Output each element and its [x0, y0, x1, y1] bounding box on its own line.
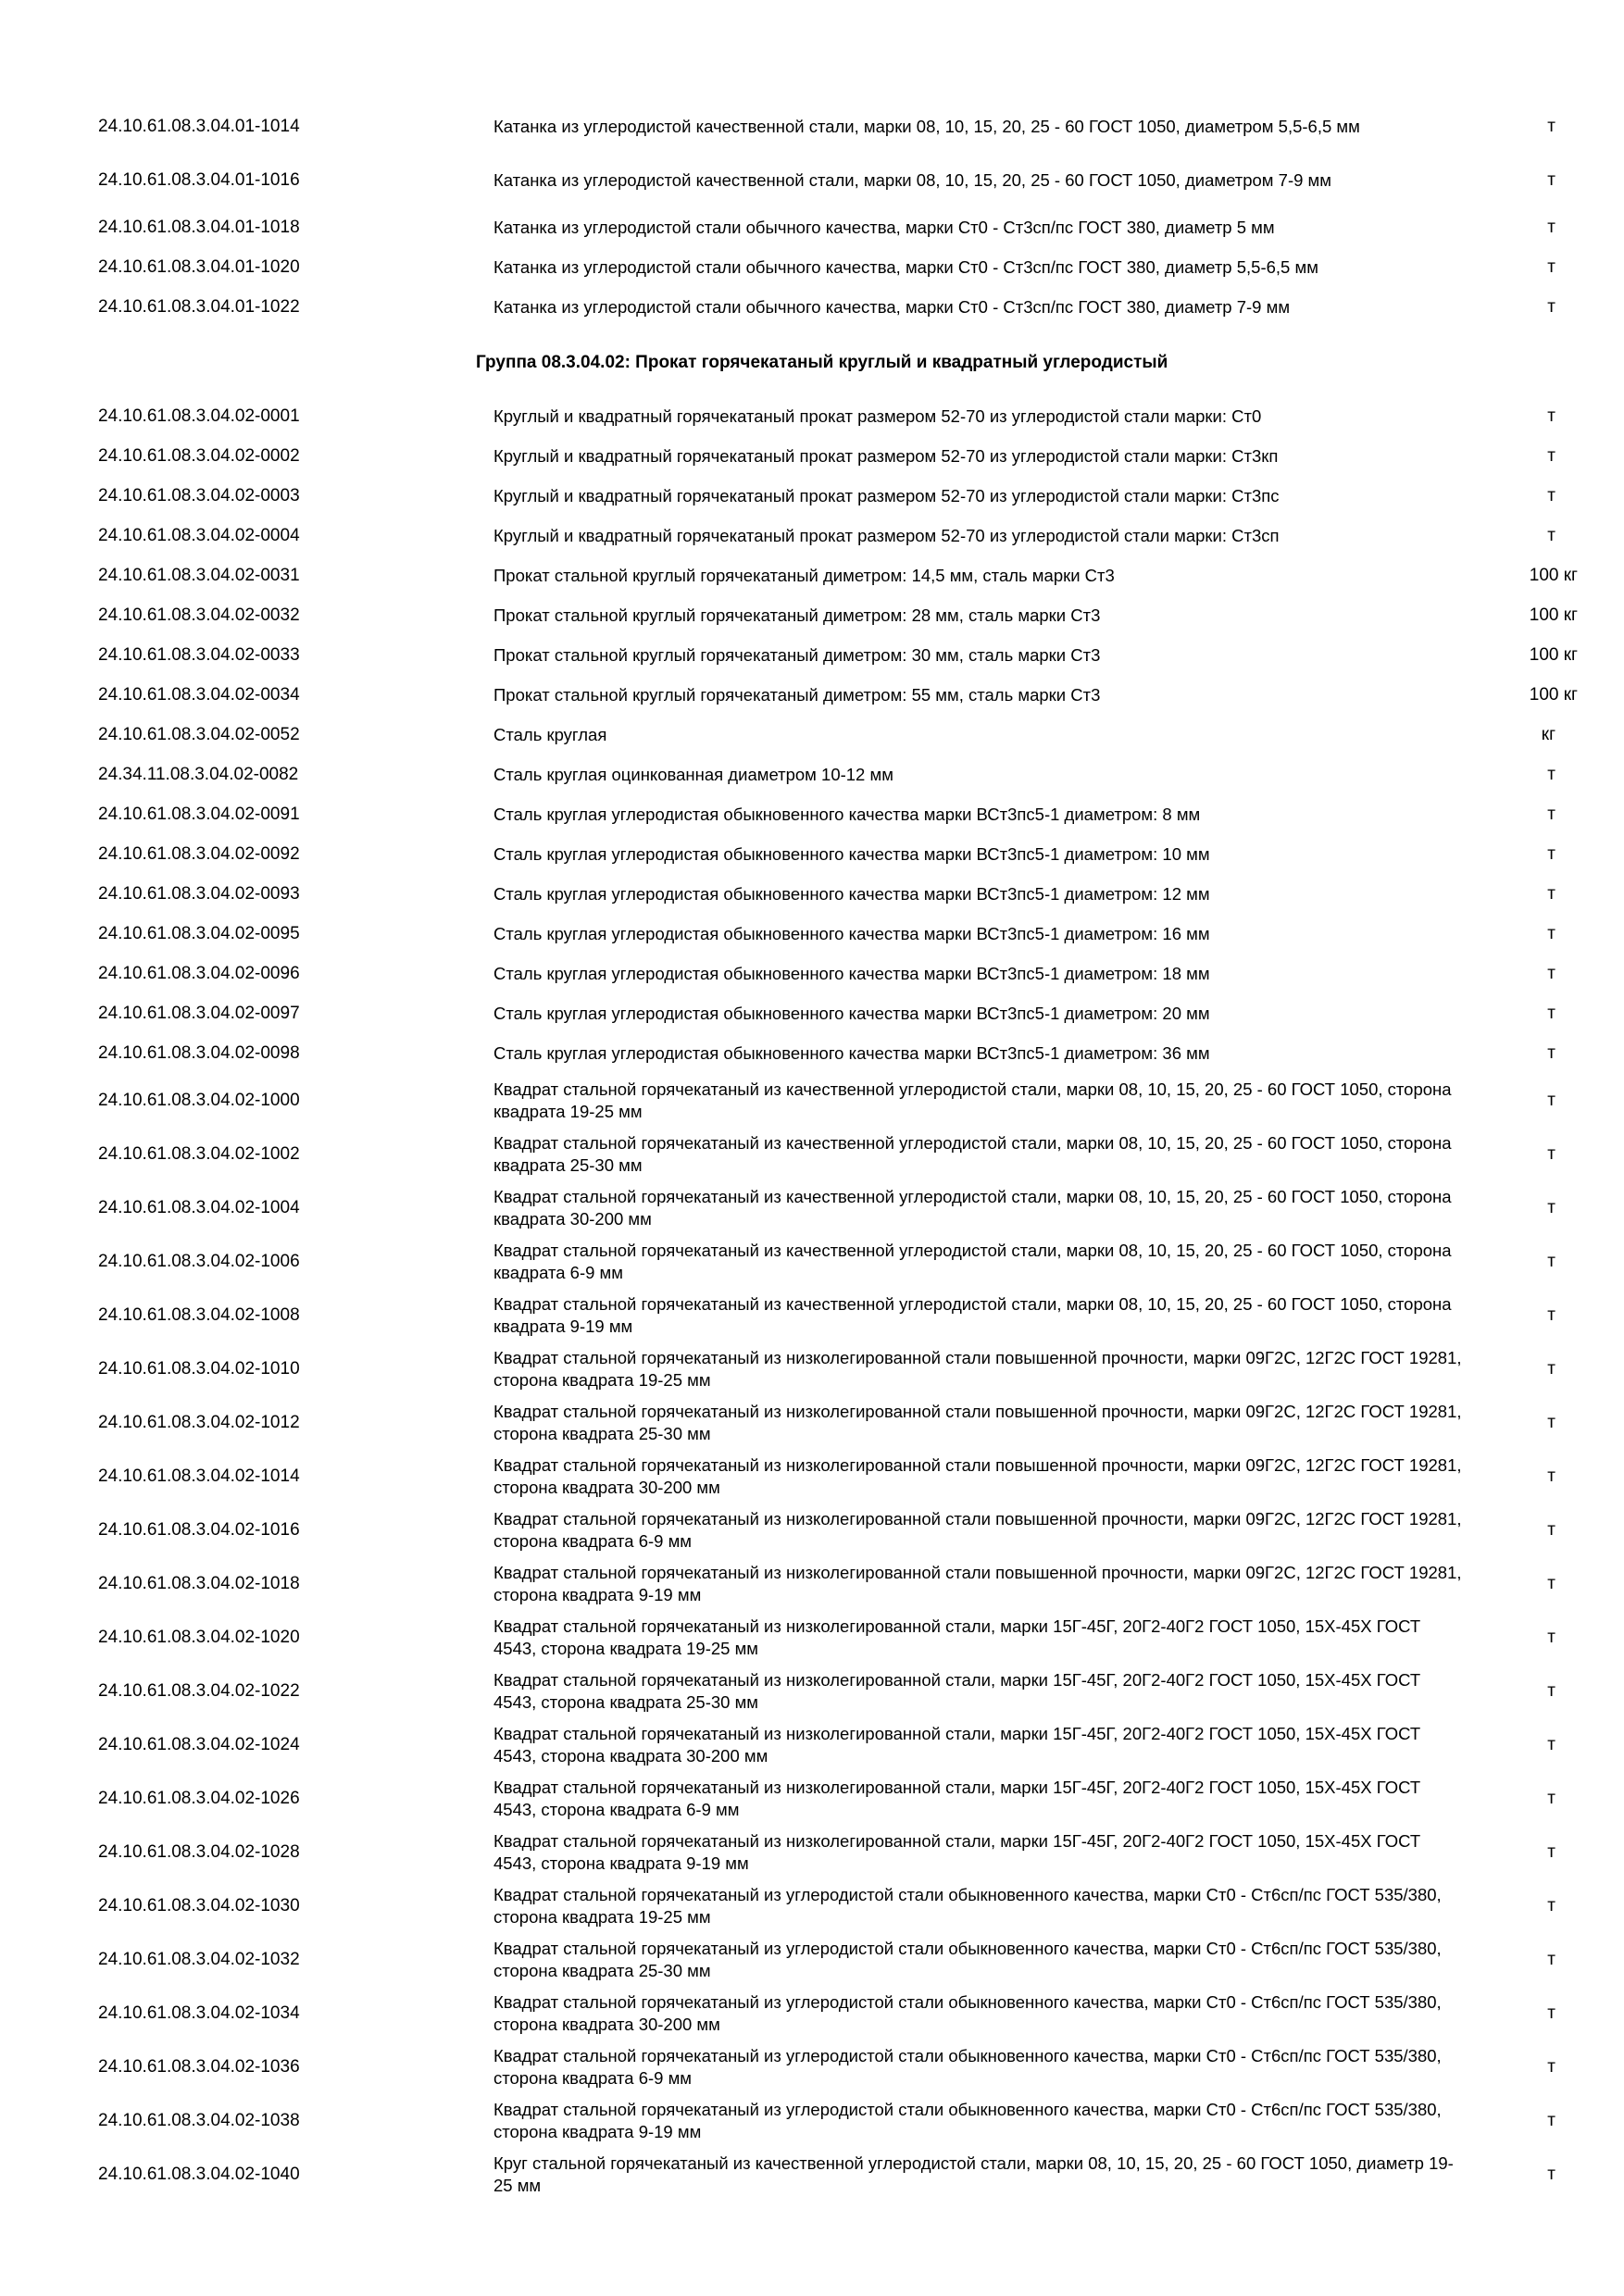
table-row — [0, 874, 1624, 915]
row-code: 24.10.61.08.3.04.02-0003 — [98, 486, 300, 505]
row-code: 24.10.61.08.3.04.02-0002 — [98, 446, 300, 466]
row-unit: т — [1547, 297, 1555, 317]
row-code: 24.10.61.08.3.04.02-0096 — [98, 964, 300, 983]
table-row — [0, 914, 1624, 955]
row-code: 24.10.61.08.3.04.02-1020 — [98, 1628, 300, 1647]
row-unit: 100 кг — [1529, 685, 1578, 705]
row-unit: т — [1547, 257, 1555, 277]
row-unit: т — [1547, 1305, 1555, 1325]
table-row — [0, 154, 1624, 207]
table-row — [0, 247, 1624, 288]
row-code: 24.10.61.08.3.04.02-1022 — [98, 1681, 300, 1701]
row-code: 24.10.61.08.3.04.02-1026 — [98, 1789, 300, 1808]
row-description: Круг стальной горячекатаный из качественной углеродистой стали, марки 08, 10, 15, 20, 25 - 60 ГОСТ 1050, диаметр 19-25 мм — [493, 2153, 1454, 2195]
table-row — [0, 516, 1624, 556]
table-row — [0, 834, 1624, 875]
row-code: 24.10.61.08.3.04.02-1008 — [98, 1305, 300, 1325]
row-unit: т — [1547, 1681, 1555, 1701]
group-heading: Группа 08.3.04.02: Прокат горячекатаный круглый и квадратный углеродистый — [476, 353, 1168, 372]
row-code: 24.10.61.08.3.04.02-1018 — [98, 1574, 300, 1593]
row-description: Катанка из углеродистой стали обычного качества, марки Ст0 - Ст3сп/пс ГОСТ 380, диаметр 7-9 мм — [493, 297, 1291, 317]
table-row — [0, 1396, 1624, 1450]
row-unit: т — [1547, 844, 1555, 864]
row-code: 24.10.61.08.3.04.02-1038 — [98, 2111, 300, 2130]
row-unit: т — [1547, 1144, 1555, 1164]
row-description: Квадрат стальной горячекатаный из низколегированной стали повышенной прочности, марки 09Г2С, 12Г2С ГОСТ 19281, сторона квадрата 25-30 мм — [493, 1402, 1462, 1443]
row-unit: т — [1547, 406, 1555, 426]
row-code: 24.10.61.08.3.04.02-0032 — [98, 605, 300, 625]
row-description: Квадрат стальной горячекатаный из низколегированной стали, марки 15Г-45Г, 20Г2-40Г2 ГОСТ 1050, 15Х-45Х ГОСТ 4543, сторона квадрата 19-25 мм — [493, 1616, 1421, 1658]
row-code: 24.10.61.08.3.04.02-0031 — [98, 566, 300, 585]
table-row — [0, 1557, 1624, 1611]
table-row — [0, 1450, 1624, 1504]
table-row — [0, 1879, 1624, 1933]
row-description: Сталь круглая углеродистая обыкновенного качества марки ВСт3пс5-1 диаметром: 8 мм — [493, 805, 1201, 824]
table-row — [0, 635, 1624, 676]
row-description: Квадрат стальной горячекатаный из углеродистой стали обыкновенного качества, марки Ст0 - Ст6сп/пс ГОСТ 535/380, сторона квадрата 25-30 мм — [493, 1939, 1442, 1980]
row-description: Сталь круглая оцинкованная диаметром 10-12 мм — [493, 765, 893, 784]
row-description: Квадрат стальной горячекатаный из низколегированной стали повышенной прочности, марки 09Г2С, 12Г2С ГОСТ 19281, сторона квадрата 30-200 мм — [493, 1455, 1462, 1497]
row-description: Сталь круглая углеродистая обыкновенного качества марки ВСт3пс5-1 диаметром: 36 мм — [493, 1043, 1210, 1063]
row-description: Квадрат стальной горячекатаный из качественной углеродистой стали, марки 08, 10, 15, 20, 25 - 60 ГОСТ 1050, сторона квадрата 19-25 мм — [493, 1079, 1452, 1121]
table-row — [0, 476, 1624, 517]
row-description: Квадрат стальной горячекатаный из низколегированной стали, марки 15Г-45Г, 20Г2-40Г2 ГОСТ 1050, 15Х-45Х ГОСТ 4543, сторона квадрата 9-19 мм — [493, 1831, 1421, 1873]
row-description: Квадрат стальной горячекатаный из качественной углеродистой стали, марки 08, 10, 15, 20, 25 - 60 ГОСТ 1050, сторона квадрата 6-9 мм — [493, 1241, 1452, 1282]
table-row — [0, 794, 1624, 835]
row-description: Квадрат стальной горячекатаный из низколегированной стали, марки 15Г-45Г, 20Г2-40Г2 ГОСТ 1050, 15Х-45Х ГОСТ 4543, сторона квадрата 25-30 мм — [493, 1670, 1421, 1712]
row-description: Квадрат стальной горячекатаный из низколегированной стали повышенной прочности, марки 09Г2С, 12Г2С ГОСТ 19281, сторона квадрата 6-9 мм — [493, 1509, 1462, 1551]
row-description: Сталь круглая углеродистая обыкновенного качества марки ВСт3пс5-1 диаметром: 16 мм — [493, 924, 1210, 943]
row-description: Сталь круглая углеродистая обыкновенного качества марки ВСт3пс5-1 диаметром: 18 мм — [493, 964, 1210, 983]
row-unit: т — [1547, 1252, 1555, 1271]
row-unit: т — [1547, 446, 1555, 466]
row-code: 24.10.61.08.3.04.02-1034 — [98, 2003, 300, 2023]
table-row — [0, 1987, 1624, 2040]
row-unit: т — [1547, 1520, 1555, 1540]
table-row — [0, 1074, 1624, 1128]
row-code: 24.10.61.08.3.04.02-1036 — [98, 2057, 300, 2077]
table-row — [0, 1826, 1624, 1879]
row-code: 24.10.61.08.3.04.02-0097 — [98, 1004, 300, 1023]
row-unit: т — [1547, 1789, 1555, 1808]
row-description: Круглый и квадратный горячекатаный прокат размером 52-70 из углеродистой стали марки: Ст0 — [493, 406, 1262, 426]
row-code: 24.34.11.08.3.04.02-0082 — [98, 765, 299, 784]
row-code: 24.10.61.08.3.04.01-1016 — [98, 170, 300, 190]
row-unit: т — [1547, 1466, 1555, 1486]
table-row — [0, 2148, 1624, 2202]
table-row — [0, 1235, 1624, 1289]
row-code: 24.10.61.08.3.04.02-1010 — [98, 1359, 300, 1379]
row-code: 24.10.61.08.3.04.02-0095 — [98, 924, 300, 943]
row-unit: т — [1547, 1735, 1555, 1754]
table-row — [0, 675, 1624, 716]
table-row — [0, 555, 1624, 596]
row-code: 24.10.61.08.3.04.02-0034 — [98, 685, 300, 705]
row-code: 24.10.61.08.3.04.02-0004 — [98, 526, 300, 545]
row-description: Круглый и квадратный горячекатаный прокат размером 52-70 из углеродистой стали марки: Ст3сп — [493, 526, 1280, 545]
row-unit: т — [1547, 765, 1555, 784]
row-unit: т — [1547, 1198, 1555, 1217]
row-description: Квадрат стальной горячекатаный из низколегированной стали, марки 15Г-45Г, 20Г2-40Г2 ГОСТ 1050, 15Х-45Х ГОСТ 4543, сторона квадрата 6-9 мм — [493, 1778, 1421, 1819]
row-unit: т — [1547, 170, 1555, 190]
table-row — [0, 993, 1624, 1034]
table-row — [0, 2040, 1624, 2094]
row-unit: т — [1547, 805, 1555, 824]
row-unit: т — [1547, 1896, 1555, 1915]
row-unit: т — [1547, 1004, 1555, 1023]
row-unit: т — [1547, 1091, 1555, 1110]
table-row — [0, 1665, 1624, 1718]
row-code: 24.10.61.08.3.04.02-0052 — [98, 725, 300, 744]
row-code: 24.10.61.08.3.04.02-1004 — [98, 1198, 300, 1217]
row-code: 24.10.61.08.3.04.02-1006 — [98, 1252, 300, 1271]
row-unit: 100 кг — [1529, 566, 1578, 585]
row-description: Сталь круглая углеродистая обыкновенного качества марки ВСт3пс5-1 диаметром: 20 мм — [493, 1004, 1210, 1023]
row-description: Катанка из углеродистой качественной стали, марки 08, 10, 15, 20, 25 - 60 ГОСТ 1050, диаметром 5,5-6,5 мм — [493, 117, 1360, 136]
row-code: 24.10.61.08.3.04.02-1032 — [98, 1950, 300, 1969]
row-description: Круглый и квадратный горячекатаный прокат размером 52-70 из углеродистой стали марки: Ст3кп — [493, 446, 1279, 466]
row-unit: т — [1547, 2111, 1555, 2130]
row-code: 24.10.61.08.3.04.02-1000 — [98, 1091, 300, 1110]
row-unit: т — [1547, 964, 1555, 983]
row-code: 24.10.61.08.3.04.02-0033 — [98, 645, 300, 665]
row-description: Круглый и квадратный горячекатаный прокат размером 52-70 из углеродистой стали марки: Ст3пс — [493, 486, 1280, 505]
row-description: Катанка из углеродистой качественной стали, марки 08, 10, 15, 20, 25 - 60 ГОСТ 1050, диаметром 7-9 мм — [493, 170, 1331, 190]
table-row — [0, 396, 1624, 437]
row-unit: т — [1547, 117, 1555, 136]
row-description: Катанка из углеродистой стали обычного качества, марки Ст0 - Ст3сп/пс ГОСТ 380, диаметр 5,5-6,5 мм — [493, 257, 1318, 277]
table-row — [0, 287, 1624, 328]
table-row — [0, 1181, 1624, 1235]
row-unit: т — [1547, 526, 1555, 545]
row-unit: т — [1547, 2165, 1555, 2184]
row-code: 24.10.61.08.3.04.02-1012 — [98, 1413, 300, 1432]
row-description: Квадрат стальной горячекатаный из углеродистой стали обыкновенного качества, марки Ст0 - Ст6сп/пс ГОСТ 535/380, сторона квадрата 19-25 мм — [493, 1885, 1442, 1927]
table-row — [0, 1128, 1624, 1181]
row-code: 24.10.61.08.3.04.02-0001 — [98, 406, 300, 426]
table-row — [0, 1504, 1624, 1557]
row-description: Квадрат стальной горячекатаный из качественной углеродистой стали, марки 08, 10, 15, 20, 25 - 60 ГОСТ 1050, сторона квадрата 25-30 мм — [493, 1133, 1452, 1175]
table-row — [0, 1933, 1624, 1987]
row-unit: т — [1547, 924, 1555, 943]
row-description: Квадрат стальной горячекатаный из углеродистой стали обыкновенного качества, марки Ст0 - Ст6сп/пс ГОСТ 535/380, сторона квадрата 6-9 мм — [493, 2046, 1442, 2088]
table-row — [0, 954, 1624, 994]
table-row — [0, 1289, 1624, 1342]
row-unit: кг — [1541, 725, 1555, 744]
row-unit: т — [1547, 1842, 1555, 1862]
row-unit: т — [1547, 1043, 1555, 1063]
row-description: Квадрат стальной горячекатаный из низколегированной стали повышенной прочности, марки 09Г2С, 12Г2С ГОСТ 19281, сторона квадрата 19-25 мм — [493, 1348, 1462, 1390]
row-description: Квадрат стальной горячекатаный из углеродистой стали обыкновенного качества, марки Ст0 - Ст6сп/пс ГОСТ 535/380, сторона квадрата 30-200 мм — [493, 1992, 1442, 2034]
row-unit: 100 кг — [1529, 645, 1578, 665]
row-code: 24.10.61.08.3.04.02-1016 — [98, 1520, 300, 1540]
row-description: Квадрат стальной горячекатаный из низколегированной стали, марки 15Г-45Г, 20Г2-40Г2 ГОСТ 1050, 15Х-45Х ГОСТ 4543, сторона квадрата 30-200 мм — [493, 1724, 1421, 1766]
row-code: 24.10.61.08.3.04.01-1020 — [98, 257, 300, 277]
table-row — [0, 755, 1624, 795]
row-code: 24.10.61.08.3.04.02-1014 — [98, 1466, 300, 1486]
row-code: 24.10.61.08.3.04.01-1014 — [98, 117, 300, 136]
table-row — [0, 436, 1624, 477]
row-unit: т — [1547, 218, 1555, 237]
row-unit: т — [1547, 884, 1555, 904]
table-row — [0, 1342, 1624, 1396]
row-unit: т — [1547, 1628, 1555, 1647]
row-unit: 100 кг — [1529, 605, 1578, 625]
row-unit: т — [1547, 2057, 1555, 2077]
table-row — [0, 100, 1624, 154]
table-row — [0, 1772, 1624, 1826]
row-code: 24.10.61.08.3.04.02-0092 — [98, 844, 300, 864]
row-code: 24.10.61.08.3.04.02-0091 — [98, 805, 300, 824]
table-row — [0, 715, 1624, 755]
row-code: 24.10.61.08.3.04.02-1002 — [98, 1144, 300, 1164]
row-description: Сталь круглая — [493, 725, 607, 744]
row-code: 24.10.61.08.3.04.02-1028 — [98, 1842, 300, 1862]
row-code: 24.10.61.08.3.04.02-1030 — [98, 1896, 300, 1915]
row-description: Сталь круглая углеродистая обыкновенного качества марки ВСт3пс5-1 диаметром: 12 мм — [493, 884, 1210, 904]
row-description: Прокат стальной круглый горячекатаный диметром: 55 мм, сталь марки Ст3 — [493, 685, 1101, 705]
row-code: 24.10.61.08.3.04.02-0098 — [98, 1043, 300, 1063]
row-description: Квадрат стальной горячекатаный из качественной углеродистой стали, марки 08, 10, 15, 20, 25 - 60 ГОСТ 1050, сторона квадрата 30-200 мм — [493, 1187, 1452, 1229]
row-unit: т — [1547, 1574, 1555, 1593]
row-description: Прокат стальной круглый горячекатаный диметром: 28 мм, сталь марки Ст3 — [493, 605, 1101, 625]
row-unit: т — [1547, 1413, 1555, 1432]
table-row — [0, 595, 1624, 636]
table-row — [0, 207, 1624, 248]
row-code: 24.10.61.08.3.04.01-1022 — [98, 297, 300, 317]
row-description: Квадрат стальной горячекатаный из углеродистой стали обыкновенного качества, марки Ст0 - Ст6сп/пс ГОСТ 535/380, сторона квадрата 9-19 мм — [493, 2100, 1442, 2141]
row-code: 24.10.61.08.3.04.02-0093 — [98, 884, 300, 904]
row-description: Прокат стальной круглый горячекатаный диметром: 30 мм, сталь марки Ст3 — [493, 645, 1101, 665]
table-row — [0, 1611, 1624, 1665]
table-row — [0, 1718, 1624, 1772]
row-description: Прокат стальной круглый горячекатаный диметром: 14,5 мм, сталь марки Ст3 — [493, 566, 1115, 585]
table-row — [0, 2094, 1624, 2148]
row-description: Квадрат стальной горячекатаный из качественной углеродистой стали, марки 08, 10, 15, 20, 25 - 60 ГОСТ 1050, сторона квадрата 9-19 мм — [493, 1294, 1452, 1336]
row-unit: т — [1547, 1359, 1555, 1379]
row-unit: т — [1547, 1950, 1555, 1969]
row-description: Катанка из углеродистой стали обычного качества, марки Ст0 - Ст3сп/пс ГОСТ 380, диаметр 5 мм — [493, 218, 1275, 237]
row-unit: т — [1547, 2003, 1555, 2023]
table-row — [0, 1033, 1624, 1074]
row-code: 24.10.61.08.3.04.02-1024 — [98, 1735, 300, 1754]
row-unit: т — [1547, 486, 1555, 505]
row-description: Квадрат стальной горячекатаный из низколегированной стали повышенной прочности, марки 09Г2С, 12Г2С ГОСТ 19281, сторона квадрата 9-19 мм — [493, 1563, 1462, 1604]
row-description: Сталь круглая углеродистая обыкновенного качества марки ВСт3пс5-1 диаметром: 10 мм — [493, 844, 1210, 864]
row-code: 24.10.61.08.3.04.02-1040 — [98, 2165, 300, 2184]
row-code: 24.10.61.08.3.04.01-1018 — [98, 218, 300, 237]
